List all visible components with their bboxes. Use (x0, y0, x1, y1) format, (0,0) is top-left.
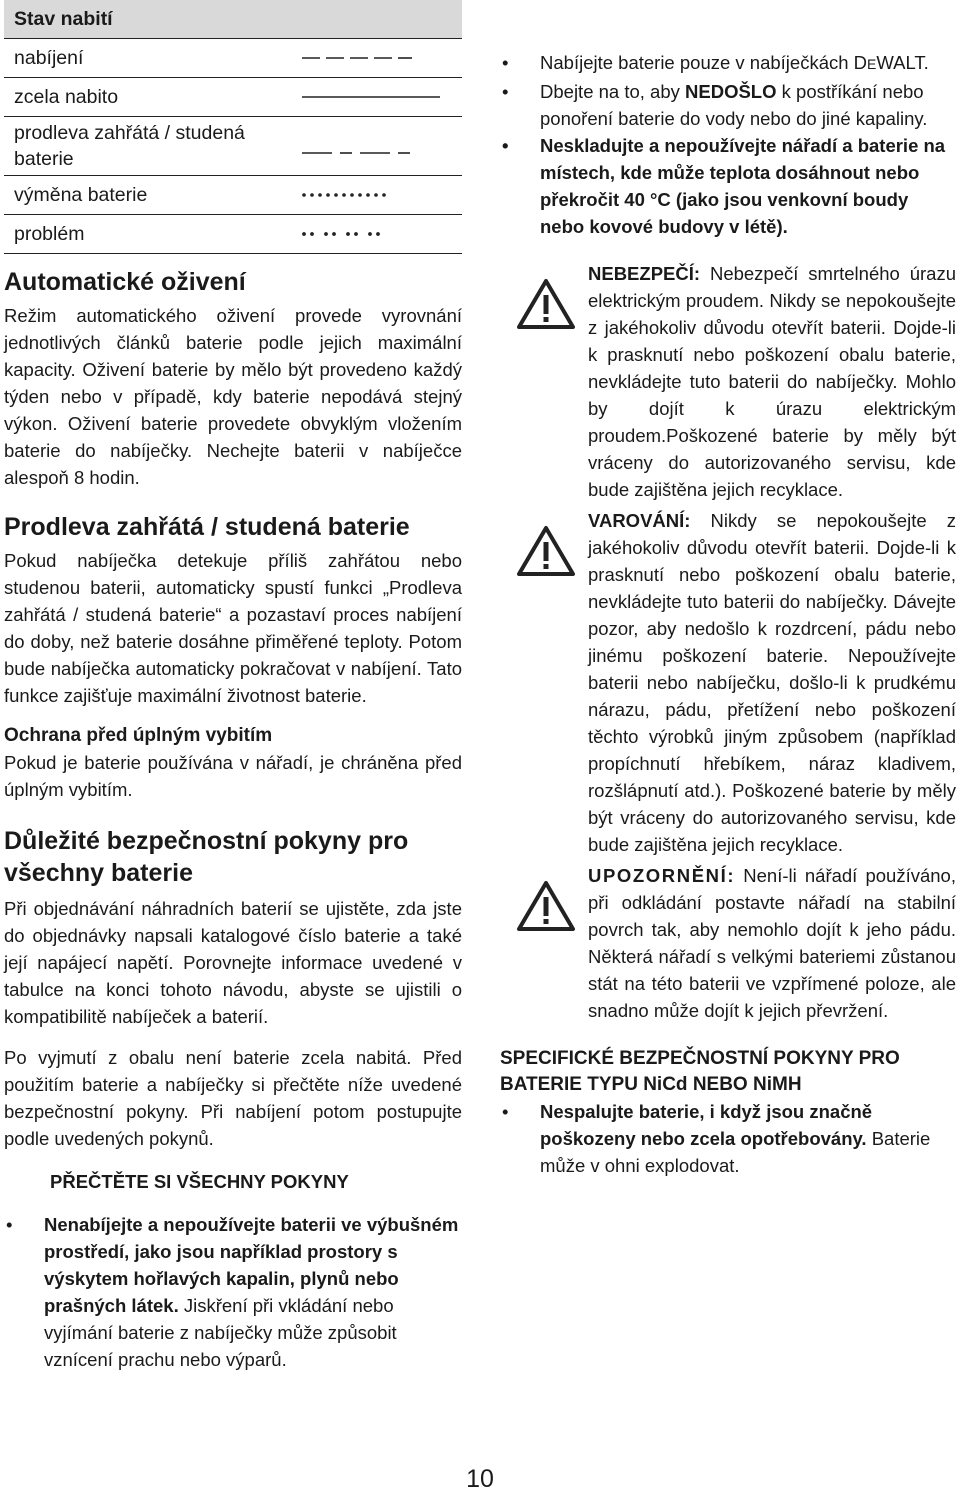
page-number: 10 (466, 1465, 494, 1493)
status-label: nabíjení (4, 39, 302, 78)
explosive-env-text: Jiskření při vkládání nebo vyjímání baterie z nabíječky může způsobit vznícení prachu nebo výparů. (44, 1295, 397, 1370)
replace-battery-indicator-icon (302, 176, 462, 215)
danger-text: Nebezpečí smrtelného úrazu elektrickým proudem. Nikdy se nepokoušejte z jakéhokoliv důvodu otevřít baterii. Dojde-li k prasknutí nebo poškození obalu baterie, nevkládejte tuto baterii do nabíječky. Mohlo by dojít k úrazu elektrickým proudem.Poškozené baterie by měly být vráceny do autorizovaného servisu, kde bude zajištěna jejich recyklace. (588, 263, 956, 500)
status-label: zcela nabito (4, 78, 302, 117)
table-row (4, 78, 462, 117)
status-label: výměna baterie (4, 176, 302, 215)
water-text-a: Dbejte na to, aby (540, 81, 686, 102)
caution-icon (516, 880, 576, 932)
charging-indicator-icon (302, 39, 462, 78)
hot-cold-heading: Prodleva zahřátá / studená baterie (4, 513, 410, 541)
status-label: prodleva zahřátá / studená baterie (4, 117, 302, 176)
danger-warning-icon (516, 278, 576, 330)
status-table-header: Stav nabití (4, 0, 462, 39)
deep-discharge-heading: Ochrana před úplným vybitím (4, 725, 273, 746)
danger-label: NEBEZPEČÍ: (588, 263, 701, 284)
nicd-text: Baterie může v ohni explodovat. (540, 1128, 931, 1176)
status-label: problém (4, 215, 302, 254)
list-item (500, 49, 956, 78)
auto-revive-text: Režim automatického oživení provede vyrovnání jednotlivých článků baterie podle jejich maximální kapacity. Oživení baterie by mělo být provedeno každý týden nebo v případě, kdy baterie nepodává stejný výkon. Oživení baterie provedete obvyklým vložením baterie do nabíječky. Nechejte baterii v nabíječce alespoň 8 hodin. (4, 305, 462, 488)
fully-charged-indicator-icon (302, 78, 462, 117)
charge-status-table (4, 0, 462, 254)
list-item (500, 78, 956, 132)
list-item (4, 1211, 462, 1373)
right-column (500, 0, 956, 1179)
warning-label: VAROVÁNÍ: (588, 510, 691, 531)
nicd-bullets (500, 1098, 956, 1179)
water-text-c: k postříkání nebo ponoření baterie do vody nebo do jiné kapaliny. (540, 81, 928, 129)
warning-icon (516, 525, 576, 577)
caution-label: UPOZORNĚNÍ: (588, 865, 736, 886)
safety-bullets-left (4, 1211, 462, 1373)
hot-cold-text: Pokud nabíječka detekuje příliš zahřátou nebo studenou baterii, automaticky spustí funkci „Prodleva zahřátá / studená baterie“ a pozastaví proces nabíjení do doby, než baterie dosáhne přiměřené teploty. Potom bude nabíječka automaticky pokračovat v nabíjení. Tato funkce zajišťuje maximální životnost baterie. (4, 550, 462, 706)
safety-heading: Důležité bezpečnostní pokyny pro všechny baterie (4, 827, 409, 887)
danger-block (500, 260, 956, 503)
table-row (4, 215, 462, 254)
warning-block (500, 507, 956, 858)
table-row (4, 117, 462, 176)
list-item (500, 132, 956, 240)
safety-paragraph-1: Při objednávání náhradních baterií se ujistěte, zda jste do objednávky napsali katalogové číslo baterie a také její napájecí napětí. Porovnejte informace uvedené v tabulce na konci tohoto návodu, abyste se ujistili o kompatibilitě nabíječek a baterií. (4, 898, 462, 1027)
list-item (500, 1098, 956, 1179)
table-row (4, 176, 462, 215)
left-column (4, 0, 462, 1373)
nicd-bold: Nespalujte baterie, i když jsou značně poškozeny nebo zcela opotřebovány. (540, 1101, 873, 1149)
water-text-bold: NEDOŠLO (685, 81, 777, 102)
problem-indicator-icon (302, 215, 462, 254)
deep-discharge-text: Pokud je baterie používána v nářadí, je chráněna před úplným vybitím. (4, 752, 462, 800)
dewalt-brand-rest: WALT. (876, 52, 929, 73)
safety-paragraph-2: Po vyjmutí z obalu není baterie zcela nabitá. Před použitím baterie a nabíječky si přečtěte níže uvedené bezpečnostní pokyny. Při nabíjení potom postupujte podle uvedených pokynů. (4, 1047, 462, 1149)
status-table-header-row (4, 0, 462, 39)
hot-cold-delay-indicator-icon (302, 117, 462, 176)
explosive-env-warning: Nenabíjejte a nepoužívejte baterii ve výbušném prostředí, jako jsou například prostory s výskytem hořlavých kapalin, plynů nebo prašných látek. (44, 1214, 459, 1316)
temperature-warning: Neskladujte a nepoužívejte nářadí a baterie na místech, kde může teplota dosáhnout nebo překročit 40 °C (jako jsou venkovní boudy nebo kovové budovy v létě). (540, 135, 946, 237)
safety-bullets-right (500, 49, 956, 240)
auto-revive-heading: Automatické oživení (4, 268, 246, 296)
table-row (4, 39, 462, 78)
dewalt-only-text: Nabíjejte baterie pouze v nabíječkách D (540, 52, 868, 73)
caution-block (500, 862, 956, 1024)
dewalt-brand-small: E (867, 56, 877, 72)
caution-text: Není-li nářadí používáno, při odkládání postavte nářadí na stabilní povrch tak, aby nemohlo dojít k jeho pádu. Některá nářadí s velkými bateriemi zůstanou stát na této baterii ve vzpřímené poloze, ale snadno může dojít k jejich převržení. (588, 865, 956, 1021)
nicd-heading: SPECIFICKÉ BEZPEČNOSTNÍ POKYNY PRO BATERIE TYPU NiCd NEBO NiMH (500, 1048, 900, 1095)
warning-text: Nikdy se nepokoušejte z jakéhokoliv důvodu otevřít baterii. Dojde-li k prasknutí nebo poškození obalu baterie, nevkládejte tuto baterii do nabíječky. Dávejte pozor, aby nedošlo k rozdrcení, pádu nebo jinému poškození baterie. Nepoužívejte baterii nebo nabíječku, došlo-li k prudkému nárazu, pádu, přetížení nebo poškození těchto výrobků jiným způsobem (například propíchnutí hřebíkem, náraz kladivem, rozšlápnutí atd.). Poškozené baterie by měly být vráceny do autorizovaného servisu, kde bude zajištěna jejich recyklace. (588, 510, 956, 855)
read-all-instructions: PŘEČTĚTE SI VŠECHNY POKYNY (50, 1171, 349, 1192)
